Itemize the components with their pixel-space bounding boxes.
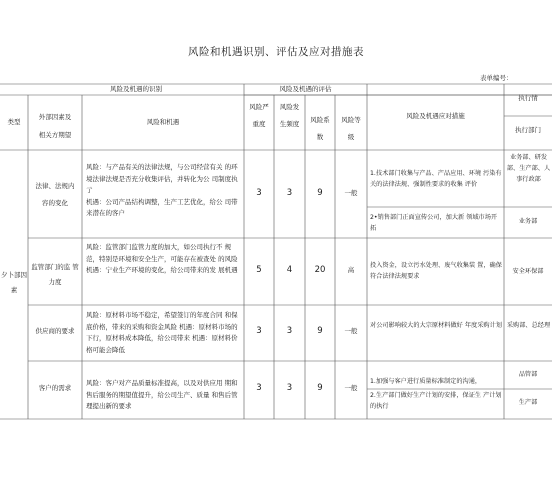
row3-severity: 3 [256, 326, 262, 336]
row2-risk: 风险：监管部门监管力度的加大，如公司执行不 规范，特别是环境和安全生产，可能存在被查处 的风险 机遇：宁业生产环境的变化，给公司带来的发 展机遇 [86, 243, 238, 274]
row3-risk: 风险：原材料市场不稳定，希望签订的年度合同 和保底价格，带来的采购和资金风险 机遇：原材料市场的下行，原材料成本降低，给公司带来 机遇：原材料价格可能会降低 [86, 311, 238, 354]
row1-factor: 法律、法规内 容的变化 [35, 182, 75, 207]
header-grade: 风险等 级 [341, 116, 361, 141]
row1-dept-1: 业务部、研发部、生产部、人事行政部 [506, 154, 551, 183]
row3-measure: 对公司影响较大的大宗原材料做好 年度采购计划 [370, 322, 502, 329]
header-risk: 风险和机遇 [146, 118, 180, 126]
row3-frequency: 3 [286, 326, 293, 336]
row1-grade: 一般 [344, 189, 358, 197]
row2-grade: 高 [347, 266, 355, 274]
row4-risk: 风险：客户对产品质量标准提高，以及对供应用 期和售后服务的期望值提升，给公司生产、质量 和售后管理提出新的要求 [86, 379, 238, 410]
header-type: 类型 [7, 118, 21, 126]
row2-severity: 5 [256, 265, 262, 275]
row3-factor: 供应商的要求 [35, 327, 75, 335]
row2-coefficient: 20 [314, 265, 326, 275]
row3-coefficient: 9 [317, 326, 323, 336]
row4-measure-2: 2.生产部门做好生产计划的安排，保证生 产计划的执行 [370, 392, 502, 410]
header-group-evaluate: 风险及机遇的评估 [279, 85, 332, 93]
row4-severity: 3 [256, 383, 262, 393]
header-frequency: 风险发 生频度 [279, 103, 300, 128]
row4-dept-1: 品管部 [518, 371, 538, 378]
row1-risk: 风险：与产品有关的法律法规，与公司经营有关 的环境法律法规是否充分收集评估，并转化为公 司制度执 亍 机遇：公司产品结构调整，生产工艺优化，给公 司带来潜在的客户 [86, 163, 238, 217]
row1-dept-2: 业务部 [518, 218, 538, 225]
row2-measure: 投入资金，设立污水处理、废气收集装 置，确保符合法律法规要求 [370, 262, 502, 280]
row3-dept: 采购部、总经理 [506, 322, 551, 329]
row4-factor: 客户的需求 [38, 384, 72, 392]
row4-frequency: 3 [286, 383, 293, 393]
row2-frequency: 4 [286, 265, 293, 275]
row4-dept-2: 生产部 [518, 399, 538, 406]
header-dept: 执行部门 [515, 126, 541, 134]
form-number-label: 表单编号： [480, 74, 513, 82]
row1-measure-1: 1.技术部门收集与产品、产品应用、环境 污染有关的法律法规、强制性要求的收集 评价 [370, 170, 502, 188]
row1-severity: 3 [256, 188, 262, 198]
header-severity: 风险严 重度 [249, 103, 269, 128]
row2-dept: 安全环保部 [512, 268, 544, 275]
row1-frequency: 3 [286, 188, 293, 198]
row4-measure-1: 1.加强与客户进行质量标准制定的沟通， [370, 378, 482, 385]
row1-coefficient: 9 [317, 188, 323, 198]
header-group-exec: 执行情 [518, 94, 538, 102]
header-factor: 外部因素及 相关方期望 [38, 113, 72, 139]
document-title: 风险和机遇识别、评估及应对措施表 [188, 46, 364, 58]
type-external-factor: 夕卜部因 素 [1, 271, 27, 294]
header-coefficient: 风险系 数 [310, 116, 330, 141]
row4-coefficient: 9 [317, 383, 323, 393]
row4-grade: 一般 [344, 384, 358, 392]
header-measures: 风险及机遇应对措施 [406, 112, 465, 120]
row1-measure-2: 2•销售部门正面宣传公司，加大新 领域市场开拓 [370, 214, 498, 232]
row3-grade: 一般 [344, 327, 358, 335]
row2-factor: 监管部门的监 管力度 [31, 263, 79, 286]
header-group-identify: 风险及机遇的识别 [110, 85, 162, 93]
